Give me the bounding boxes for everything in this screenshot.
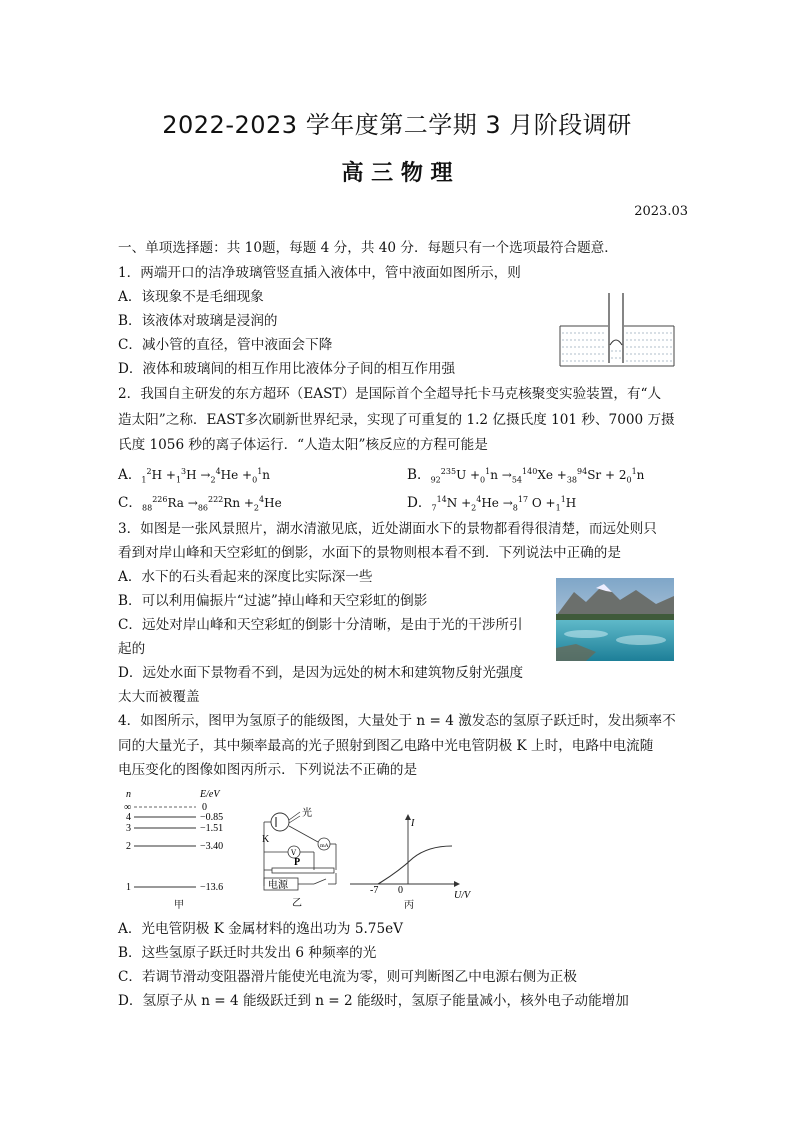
lake-photo bbox=[556, 578, 674, 661]
q2-option-b-label: B． bbox=[407, 467, 431, 483]
q4-option-b: B．这些氢原子跃迁时共发出 6 种频率的光 bbox=[118, 945, 377, 961]
level-e-1: −13.6 bbox=[200, 882, 224, 893]
q3-option-d-cont: 太大而被覆盖 bbox=[118, 689, 200, 705]
q3-option-b: B．可以利用偏振片“过滤”掉山峰和天空彩虹的倒影 bbox=[118, 593, 428, 609]
q3-option-a: A．水下的石头看起来的深度比实际深一些 bbox=[118, 569, 373, 585]
q4-option-c: C．若调节滑动变阻器滑片能使光电流为零，则可判断图乙中电源右侧为正极 bbox=[118, 969, 577, 985]
q2-option-a-label: A． bbox=[118, 467, 142, 483]
q1-stem: 1．两端开口的洁净玻璃管竖直插入液体中，管中液面如图所示，则 bbox=[118, 265, 521, 281]
q3-line1: 3．如图是一张风景照片，湖水清澈见底，近处湖面水下的景物都看得很清楚，而远处则只 bbox=[118, 521, 657, 537]
level-e-3: −1.51 bbox=[200, 823, 224, 834]
q4-line3: 电压变化的图像如图丙所示．下列说法不正确的是 bbox=[118, 762, 418, 778]
energy-level-diagram bbox=[118, 786, 248, 912]
q1-option-a: A．该现象不是毛细现象 bbox=[118, 289, 264, 305]
energy-axis-label: E/eV bbox=[200, 789, 220, 800]
cathode-label: K bbox=[262, 834, 270, 845]
ammeter-label: mA bbox=[320, 843, 329, 849]
q2-option-c-label: C． bbox=[118, 495, 142, 511]
q4-line2: 同的大量光子，其中频率最高的光子照射到图乙电路中光电管阴极 K 上时，电路中电流随 bbox=[118, 738, 654, 754]
slider-label: P bbox=[294, 857, 301, 868]
subject-title: 高 三 物 理 bbox=[341, 161, 453, 186]
fig-yi-caption: 乙 bbox=[292, 898, 302, 909]
voltage-axis-label: U/V bbox=[454, 890, 471, 901]
q4-option-a: A．光电管阴极 K 金属材料的逸出功为 5.75eV bbox=[118, 921, 403, 937]
capillary-figure bbox=[558, 293, 676, 368]
section-heading: 一、单项选择题：共 10题，每题 4 分，共 40 分．每题只有一个选项最符合题意． bbox=[118, 240, 618, 256]
current-axis-label: I bbox=[411, 818, 415, 829]
q2-line3: 氏度 1056 秒的离子体运行．“人造太阳”核反应的方程可能是 bbox=[118, 437, 488, 453]
power-label: 电源 bbox=[268, 880, 288, 891]
q1-option-d: D．液体和玻璃间的相互作用比液体分子间的相互作用强 bbox=[118, 361, 456, 377]
level-n-2: 2 bbox=[126, 841, 131, 852]
photoelectric-circuit bbox=[258, 806, 344, 912]
level-n-3: 3 bbox=[126, 823, 131, 834]
q4-option-d: D．氢原子从 n = 4 能级跃迁到 n = 2 能级时，氢原子能量减小，核外电子动能增加 bbox=[118, 993, 629, 1009]
level-e-inf: 0 bbox=[202, 802, 207, 813]
n-axis-label: n bbox=[126, 789, 131, 800]
page-title: 2022-2023 学年度第二学期 3 月阶段调研 bbox=[162, 111, 632, 139]
q1-option-b: B．该液体对玻璃是浸润的 bbox=[118, 313, 278, 329]
level-n-4: 4 bbox=[126, 812, 131, 823]
q2-line1: 2．我国自主研发的东方超环（EAST）是国际首个全超导托卡马克核聚变实验装置，有“人 bbox=[118, 386, 662, 402]
stopping-voltage-label: -7 bbox=[370, 885, 379, 896]
q2-option-c: C．$_{88}^{226}Ra \to_{86}^{222}Rn +_2^4He$ bbox=[118, 495, 282, 513]
current-voltage-graph bbox=[348, 812, 478, 912]
q2-option-b: B．$_{92}^{235}U +_0^1n \to_{54}^{140}Xe +_{38}^{94}Sr + 2_0^1n$ bbox=[407, 467, 645, 485]
level-e-2: −3.40 bbox=[200, 841, 224, 852]
voltmeter-label: V bbox=[291, 849, 297, 857]
light-label: 光 bbox=[302, 808, 312, 819]
q4-line1: 4．如图所示，图甲为氢原子的能级图，大量处于 n = 4 激发态的氢原子跃迁时，发出频率不 bbox=[118, 713, 676, 729]
q2-option-d-label: D． bbox=[407, 495, 432, 511]
q3-option-c-cont: 起的 bbox=[118, 641, 146, 657]
q3-option-c: C．远处对岸山峰和天空彩虹的倒影十分清晰，是由于光的干涉所引 bbox=[118, 617, 523, 633]
level-e-4: −0.85 bbox=[200, 812, 224, 823]
level-n-inf: ∞ bbox=[124, 802, 132, 813]
fig-bing-caption: 丙 bbox=[404, 900, 414, 911]
q2-option-a: A．$_1^2H +_1^3H \to_2^4He +_0^1n$ bbox=[118, 467, 271, 485]
fig-jia-caption: 甲 bbox=[174, 900, 184, 911]
origin-label: 0 bbox=[398, 885, 403, 896]
q1-option-c: C．减小管的直径，管中液面会下降 bbox=[118, 337, 333, 353]
q3-option-d: D．远处水面下景物看不到，是因为远处的树木和建筑物反射光强度 bbox=[118, 665, 524, 681]
q2-option-d: D．$_7^{14}N +_2^4He \to_8^{17}$ $O +_1^1H$ bbox=[407, 495, 577, 513]
exam-date: 2023.03 bbox=[634, 204, 688, 219]
level-n-1: 1 bbox=[126, 882, 131, 893]
q3-line2: 看到对岸山峰和天空彩虹的倒影，水面下的景物则根本看不到．下列说法中正确的是 bbox=[118, 545, 621, 561]
q2-line2: 造太阳”之称．EAST多次刷新世界纪录，实现了可重复的 1.2 亿摄氏度 101 秒、7000 万摄 bbox=[118, 412, 675, 428]
